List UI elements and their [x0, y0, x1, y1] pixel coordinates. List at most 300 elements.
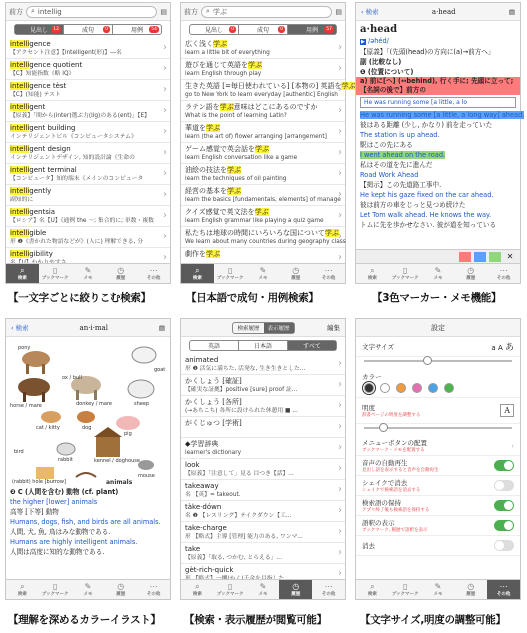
entry-rest: gentsia	[29, 208, 56, 216]
front-label[interactable]: 前方	[9, 7, 23, 16]
example-sentence: The station is up ahead.	[360, 131, 440, 139]
tab-search[interactable]: ⌕ 検索	[6, 264, 39, 283]
screen-marker-memo	[355, 2, 525, 284]
clock-icon: ◷	[467, 266, 475, 275]
count-badge: 0	[105, 27, 108, 32]
red-marker-text[interactable]: a) 前に[へ] (↔behind), 行く手に; 先頭に立って; 【名詞の後で】前方の	[356, 77, 520, 95]
screen-settings	[355, 318, 521, 600]
tab-history[interactable]: ◷ 履歴	[279, 580, 312, 599]
more-icon: ⋯	[499, 582, 508, 591]
brightness-slider[interactable]	[356, 424, 520, 436]
text-before: 油絵の技法を	[185, 166, 227, 174]
tab-bookmark[interactable]: ▯ ブックマーク	[391, 582, 419, 597]
example-translation: 私はその道を先に進んだ	[360, 161, 433, 169]
history-item[interactable]	[181, 543, 345, 564]
list-item[interactable]	[6, 122, 170, 143]
tab-bookmark[interactable]: ▯ ブックマーク	[41, 266, 69, 281]
search-query: intellig	[37, 7, 62, 16]
tab-search[interactable]: ⌕ 検索	[181, 264, 214, 283]
entry-summary: 副知的に	[10, 197, 34, 203]
screen-color-illustration	[5, 318, 171, 600]
example-japanese	[185, 103, 335, 112]
tab-memo[interactable]: ✎ メモ	[258, 266, 268, 281]
color-swatch[interactable]	[444, 383, 454, 393]
list-item[interactable]	[6, 185, 170, 206]
back-button[interactable]: ‹ 検索	[11, 324, 29, 332]
search-icon: ⌕	[195, 266, 200, 275]
tab-bar	[181, 263, 345, 283]
bookmark-icon: ▯	[227, 582, 233, 591]
bookmark-icon: ▯	[402, 582, 408, 591]
tab-search[interactable]: ⌕ 検索	[367, 266, 377, 281]
front-label[interactable]: 前方	[184, 7, 198, 16]
example-japanese	[185, 229, 339, 238]
toggle-switch[interactable]	[494, 480, 514, 491]
entry-headword	[10, 250, 160, 259]
tab-search[interactable]: ⌕ 検索	[192, 582, 202, 597]
label-donkey: donkey / mare	[76, 401, 112, 407]
tab-history[interactable]: ◷ 履歴	[116, 266, 126, 281]
label-sheep: sheep	[134, 401, 150, 407]
edit-button[interactable]: 編集	[327, 324, 340, 332]
more-icon: ⋯	[324, 266, 333, 275]
brightness-row	[356, 398, 520, 424]
tab-memo[interactable]: ✎ メモ	[83, 582, 93, 597]
sense-heading: ❷ C (人間を含む) 動物 (cf. plant)	[10, 488, 119, 496]
more-icon: ⋯	[149, 266, 158, 275]
example-japanese	[185, 250, 335, 259]
count-badge: 12	[53, 27, 59, 32]
tab-history[interactable]: ◷ 履歴	[291, 266, 301, 281]
list-item[interactable]	[181, 185, 345, 206]
text-after: 意味はどこにあるのですか	[233, 103, 318, 111]
entry-summary: 形 ❶《書かれた物語などが》(人に) 理解できる, 分	[10, 239, 144, 245]
history-headword: look	[185, 461, 200, 469]
count-badge: 57	[326, 27, 332, 32]
caption: 【3色マーカー・メモ機能】	[372, 292, 502, 304]
tab-example[interactable]: 用例 57	[288, 25, 336, 34]
example-translation: 【掲示】この先道路工事中.	[360, 181, 442, 189]
example-english: What is the point of learning Latin?	[185, 113, 287, 119]
pencil-icon: ✎	[259, 266, 267, 275]
history-item[interactable]	[181, 354, 345, 375]
tab-bar	[356, 263, 520, 283]
filter-english[interactable]: 英語	[190, 341, 239, 350]
entry-headword	[10, 40, 160, 49]
example-japanese	[185, 208, 335, 217]
list-item[interactable]	[6, 101, 170, 122]
pronunciation: ▶ /əhéd/	[361, 37, 389, 45]
entry-rest: gible	[29, 229, 47, 237]
example-translation: トムに先を歩かせなさい. 彼が道を知っている	[360, 221, 497, 229]
match-highlight: 学ぶ	[219, 103, 234, 111]
list-item[interactable]	[181, 164, 345, 185]
search-icon: ⌕	[31, 7, 35, 15]
label-rabbit-hole: (rabbit) hole [burrow]	[12, 479, 66, 485]
history-item[interactable]	[181, 480, 345, 501]
list-item[interactable]	[6, 59, 170, 80]
book-icon[interactable]: ▤	[160, 7, 167, 16]
history-item[interactable]	[181, 417, 345, 438]
match-highlight: 学ぶ	[324, 229, 339, 237]
search-query: 学ぶ	[212, 7, 227, 16]
caption: 【検索・表示履歴が閲覧可能】	[184, 614, 327, 626]
tab-history[interactable]: ◷ 履歴	[466, 582, 476, 597]
tab-headword[interactable]: 見出し 0	[190, 25, 239, 34]
label-dog: dog	[82, 425, 92, 431]
text-before: 劇作を	[185, 250, 206, 258]
back-button[interactable]: ‹ 検索	[361, 8, 379, 16]
match-highlight: 学ぶ	[206, 124, 220, 132]
result-list	[181, 38, 356, 269]
example-japanese	[185, 82, 356, 91]
tab-idiom[interactable]: 成句 0	[239, 25, 288, 34]
match-highlight: intelli	[10, 40, 30, 48]
pencil-icon: ✎	[84, 582, 92, 591]
tab-more[interactable]: ⋯ その他	[487, 580, 520, 599]
history-item[interactable]	[181, 459, 345, 480]
bookmark-icon: ▯	[227, 266, 233, 275]
tab-view-history[interactable]: 表示履歴	[264, 323, 294, 333]
color-swatch[interactable]	[412, 383, 422, 393]
history-summary: 【原義】「取る, つかむ, とらえる」...	[185, 555, 282, 561]
search-bar	[6, 3, 170, 21]
history-summary: 名 ❶ 【レスリング】テイクダウン【工...	[185, 513, 292, 519]
tab-bookmark[interactable]: ▯ ブックマーク	[41, 582, 69, 597]
match-highlight: intelli	[10, 124, 30, 132]
entry-summary: 【コンピュータ】知的端末《メインのコンピュータ	[10, 176, 144, 182]
list-item[interactable]	[6, 227, 170, 248]
toggle-row	[356, 476, 520, 496]
example-translation: 高等 [下等] 動物	[10, 508, 59, 516]
text-before: 経営の基本を	[185, 187, 227, 195]
list-item[interactable]	[6, 206, 170, 227]
font-size-slider[interactable]	[356, 357, 520, 369]
label-rabbit: rabbit	[58, 457, 73, 463]
list-item[interactable]	[6, 143, 170, 164]
count-badge: 0	[280, 27, 283, 32]
history-item[interactable]	[181, 501, 345, 522]
filter-all[interactable]: すべて	[288, 341, 336, 350]
label-horse: horse / mare	[10, 403, 42, 409]
tab-memo[interactable]: ✎ メモ	[433, 582, 443, 597]
tab-history[interactable]: ◷ 履歴	[116, 582, 126, 597]
color-swatch[interactable]	[428, 383, 438, 393]
label-ox: ox / bull	[62, 375, 82, 381]
example-english: learn English through play	[185, 71, 262, 77]
match-highlight: intelli	[10, 145, 30, 153]
entry-rest: gently	[29, 187, 52, 195]
example-sentence	[356, 150, 520, 160]
text-before: ラテン語を	[185, 103, 220, 111]
toggle-label: シェイクで消去	[362, 479, 408, 487]
toggle-label: 語釈の表示	[362, 519, 395, 527]
history-headword: かくしょう [確証]	[185, 377, 242, 385]
history-headword: take-charge	[185, 524, 227, 532]
more-icon: ⋯	[324, 582, 333, 591]
pencil-icon: ✎	[434, 266, 442, 275]
color-swatch[interactable]	[364, 383, 374, 393]
history-headword: かくしょう [各所]	[185, 398, 242, 406]
red-marker-button[interactable]	[459, 252, 471, 262]
history-headword: がくじゅつ [学術]	[185, 419, 242, 427]
list-item[interactable]	[6, 38, 170, 59]
match-highlight: intelli	[10, 82, 30, 90]
label-kennel: kennel / doghouse	[94, 458, 140, 464]
list-item[interactable]	[181, 227, 345, 248]
search-icon: ⌕	[195, 582, 200, 591]
entry-summary: 【ロシア】名【U】《通例 the ～; 集合的に; 単数・複数	[10, 218, 154, 224]
search-icon: ⌕	[20, 266, 25, 275]
text-before: 生きた英語 [=毎日使われている] [本物の] 英語を	[185, 82, 342, 90]
green-marker-text[interactable]: I went ahead on the road.	[360, 151, 446, 159]
tab-memo[interactable]: ✎ メモ	[83, 266, 93, 281]
filter-japanese[interactable]: 日本語	[239, 341, 288, 350]
label-mouse: mouse	[138, 473, 155, 479]
entry-rest: gent terminal	[29, 166, 77, 174]
bookmark-icon: ▯	[52, 582, 58, 591]
example-sentence: Humans, dogs, fish, and birds are all animals.	[10, 518, 161, 526]
entry-headword	[10, 82, 160, 91]
entry-rest: gence tèst	[29, 82, 67, 90]
font-size-label: 文字サイズ	[362, 343, 394, 351]
tab-more[interactable]: ⋯ その他	[321, 266, 336, 281]
history-summary: 名 【英】= takeout.	[185, 492, 241, 498]
example-translation: 彼は前方の車をじっと見つめ続けた	[360, 201, 466, 209]
history-summary: 【確実な証拠】positive [sure] proof 証...	[185, 387, 298, 393]
memo-popup[interactable]: He was running some [a little, a lo	[360, 97, 516, 108]
tab-bar	[181, 579, 345, 599]
page-title: an·i·mal	[79, 323, 108, 332]
more-icon: ⋯	[149, 582, 158, 591]
tab-bookmark[interactable]: ▯ ブックマーク	[391, 266, 419, 281]
entry-rest: gence	[29, 40, 51, 48]
entry-headword	[10, 229, 160, 238]
list-item[interactable]	[181, 101, 345, 122]
tab-memo[interactable]: ✎ メモ	[258, 582, 268, 597]
marker-toolbar	[356, 249, 520, 263]
search-input[interactable]	[26, 6, 157, 18]
color-swatch[interactable]	[380, 383, 390, 393]
color-swatch[interactable]	[396, 383, 406, 393]
green-marker-button[interactable]	[489, 252, 501, 262]
entry-headword	[10, 103, 160, 112]
toggle-label-group	[362, 458, 439, 473]
list-item[interactable]	[181, 143, 345, 164]
example-japanese	[185, 166, 335, 175]
clock-icon: ◷	[117, 266, 125, 275]
toggle-switch[interactable]	[494, 460, 514, 471]
match-highlight: intelli	[10, 166, 30, 174]
list-item[interactable]	[181, 122, 345, 143]
count-badge: 54	[151, 27, 157, 32]
example-japanese	[185, 124, 335, 133]
font-size-row	[356, 337, 520, 357]
entry-rest: gent design	[29, 145, 71, 153]
book-icon[interactable]: ▤	[158, 323, 165, 332]
tab-bookmark[interactable]: ▯ ブックマーク	[216, 266, 244, 281]
entry-summary: 【アクセント注意】【intelligent(形)】―名	[10, 50, 122, 56]
match-highlight: 学ぶ	[254, 208, 269, 216]
toggle-label-group	[362, 478, 420, 493]
match-highlight: 学ぶ	[206, 250, 220, 258]
example-translation: 駅はこの先にある	[360, 141, 413, 149]
toggle-label: 検索語の保持	[362, 499, 401, 507]
toggle-label-group	[362, 541, 375, 550]
entry-rest: gibility	[29, 250, 53, 258]
tab-more[interactable]: ⋯ その他	[146, 582, 161, 597]
history-item[interactable]	[181, 438, 345, 459]
text-before: クイズ感覚で英文法を	[185, 208, 255, 216]
clock-icon: ◷	[292, 266, 300, 275]
result-tabs	[14, 24, 162, 35]
entry-summary: 【原義】「間から(inter)選ぶ力(lig)のある(ent)」【E】	[10, 113, 150, 119]
tab-idiom[interactable]: 成句 0	[64, 25, 113, 34]
entry-rest: gence quotient	[29, 61, 83, 69]
history-list	[181, 354, 345, 585]
nav-header	[6, 319, 170, 337]
toggle-label: 消去	[362, 542, 375, 550]
entry-summary: 【C】知能指数《略 IQ》	[10, 71, 75, 77]
blue-marker-button[interactable]	[474, 252, 486, 262]
match-highlight: 学ぶ	[341, 82, 356, 90]
caption: 【一文字ごとに絞りこむ検索】	[8, 292, 151, 304]
list-item[interactable]	[6, 164, 170, 185]
search-icon: ⌕	[370, 266, 375, 275]
color-label: カラー	[362, 372, 382, 381]
book-icon[interactable]: ▤	[508, 7, 515, 16]
toggle-row	[356, 516, 520, 536]
example-translation: 人間は高度に知的な動物である.	[10, 548, 105, 556]
toggle-sub: シェイクで検索語を消去する	[362, 488, 421, 493]
entry-headword	[10, 208, 160, 217]
audio-icon[interactable]: ▶	[361, 39, 365, 45]
tab-bookmark[interactable]: ▯ ブックマーク	[216, 582, 244, 597]
tab-memo[interactable]: ✎ メモ	[433, 266, 443, 281]
list-item[interactable]	[181, 38, 345, 59]
history-summary: learner's dictionary	[185, 450, 242, 456]
text-before: ゲーム感覚で英会話を	[185, 145, 255, 153]
nav-header	[181, 319, 345, 337]
close-icon[interactable]: ✕	[506, 252, 514, 261]
match-highlight: 学ぶ	[255, 145, 269, 153]
blue-marker-text[interactable]: He was running some [a little, a long way] ahead.	[360, 111, 525, 119]
match-highlight: intelli	[10, 103, 30, 111]
example-english: learn English conversation like a game	[185, 155, 298, 161]
search-bar	[181, 3, 345, 21]
language-filter	[189, 340, 337, 351]
match-highlight: intelli	[10, 61, 30, 69]
text-before: 私たちは地球の時間にいろいろな国について	[185, 229, 325, 237]
example-english: learn English grammar like playing a quiz game	[185, 218, 324, 224]
match-highlight: intelli	[10, 208, 30, 216]
entry-summary: インテリジェントデザイン, 知的設計論《生命の	[10, 155, 135, 161]
list-item[interactable]	[181, 80, 356, 101]
menu-layout-row[interactable]: メニューボタンの配置 ブックマーク・メモを配置する ›	[356, 436, 520, 456]
brightness-sub: 辞書ページの明度を調整する	[362, 413, 421, 418]
list-item[interactable]	[6, 80, 170, 101]
toggle-switch[interactable]	[494, 500, 514, 511]
animal-drawings	[6, 337, 170, 487]
bookmark-icon: ▯	[402, 266, 408, 275]
screen-history	[180, 318, 346, 600]
book-icon[interactable]: ▤	[335, 7, 342, 16]
example-english: go to New York to learn everyday [authentic] English	[185, 92, 338, 98]
nav-header	[356, 3, 520, 21]
list-item[interactable]	[181, 59, 345, 80]
entry-headword	[10, 61, 160, 70]
animal-illustration	[6, 337, 170, 487]
brightness-preview: A	[500, 404, 514, 417]
search-input[interactable]	[201, 6, 332, 18]
tab-more[interactable]: ⋯ その他	[496, 266, 511, 281]
example-japanese	[185, 40, 335, 49]
match-highlight: 学ぶ	[227, 166, 241, 174]
pencil-icon: ✎	[259, 582, 267, 591]
history-item[interactable]	[181, 396, 345, 417]
tab-headword[interactable]: 見出し 12	[15, 25, 64, 34]
history-headword: gèt-rich-quick	[185, 566, 234, 574]
toggle-row	[356, 496, 520, 516]
toggle-switch[interactable]	[494, 520, 514, 531]
history-item[interactable]	[181, 522, 345, 543]
history-headword: ◆学習辞典	[185, 440, 219, 448]
example-japanese	[185, 187, 335, 196]
match-highlight: 学ぶ	[213, 40, 227, 48]
match-highlight: 学ぶ	[248, 61, 262, 69]
toggle-label-group	[362, 518, 428, 533]
example-translation: 彼はある距離 (少し, かなり) 前を走っていた	[360, 121, 493, 129]
more-icon: ⋯	[499, 266, 508, 275]
tab-more[interactable]: ⋯ その他	[146, 266, 161, 281]
tab-search[interactable]: ⌕ 検索	[367, 582, 377, 597]
toggle-list	[356, 456, 520, 556]
clock-icon: ◷	[467, 582, 475, 591]
entry-summary: インテリジェントビル《コンピュータシステム》	[10, 134, 137, 140]
search-icon: ⌕	[206, 7, 210, 15]
entry-headword	[10, 166, 160, 175]
caption: 【理解を深めるカラーイラスト】	[8, 614, 161, 626]
pencil-icon: ✎	[434, 582, 442, 591]
entry-rest: gent	[29, 103, 46, 111]
pos-label: 副 (比較なし)	[360, 58, 402, 66]
history-item[interactable]	[181, 375, 345, 396]
search-icon: ⌕	[370, 582, 375, 591]
entry-headword	[10, 124, 160, 133]
toggle-switch[interactable]	[494, 540, 514, 551]
text-before: 華道を	[185, 124, 206, 132]
tab-bar	[6, 263, 170, 283]
tab-example[interactable]: 用例 54	[130, 27, 157, 34]
nav-header	[356, 319, 520, 337]
pencil-icon: ✎	[84, 266, 92, 275]
tab-search-history[interactable]: 検索履歴	[237, 325, 260, 332]
result-list	[6, 38, 170, 269]
toggle-row	[356, 536, 520, 556]
label-pig: pig	[124, 431, 132, 437]
label-goat: goat	[154, 367, 166, 373]
match-highlight: intelli	[10, 250, 30, 258]
example-sentence: He kept his gaze fixed on the car ahead.	[360, 191, 494, 199]
example-sentence: Road Work Ahead	[360, 171, 419, 179]
tab-search[interactable]: ⌕ 検索	[17, 582, 27, 597]
tab-more[interactable]: ⋯ その他	[321, 582, 336, 597]
tab-history[interactable]: ◷ 履歴	[466, 266, 476, 281]
toggle-row	[356, 456, 520, 476]
history-summary: (→あちこち) 各所に設けられた休憩用 ■ ...	[185, 408, 298, 414]
list-item[interactable]	[181, 206, 345, 227]
toggle-sub: アプリ終了後も検索語を保持する	[362, 508, 430, 513]
